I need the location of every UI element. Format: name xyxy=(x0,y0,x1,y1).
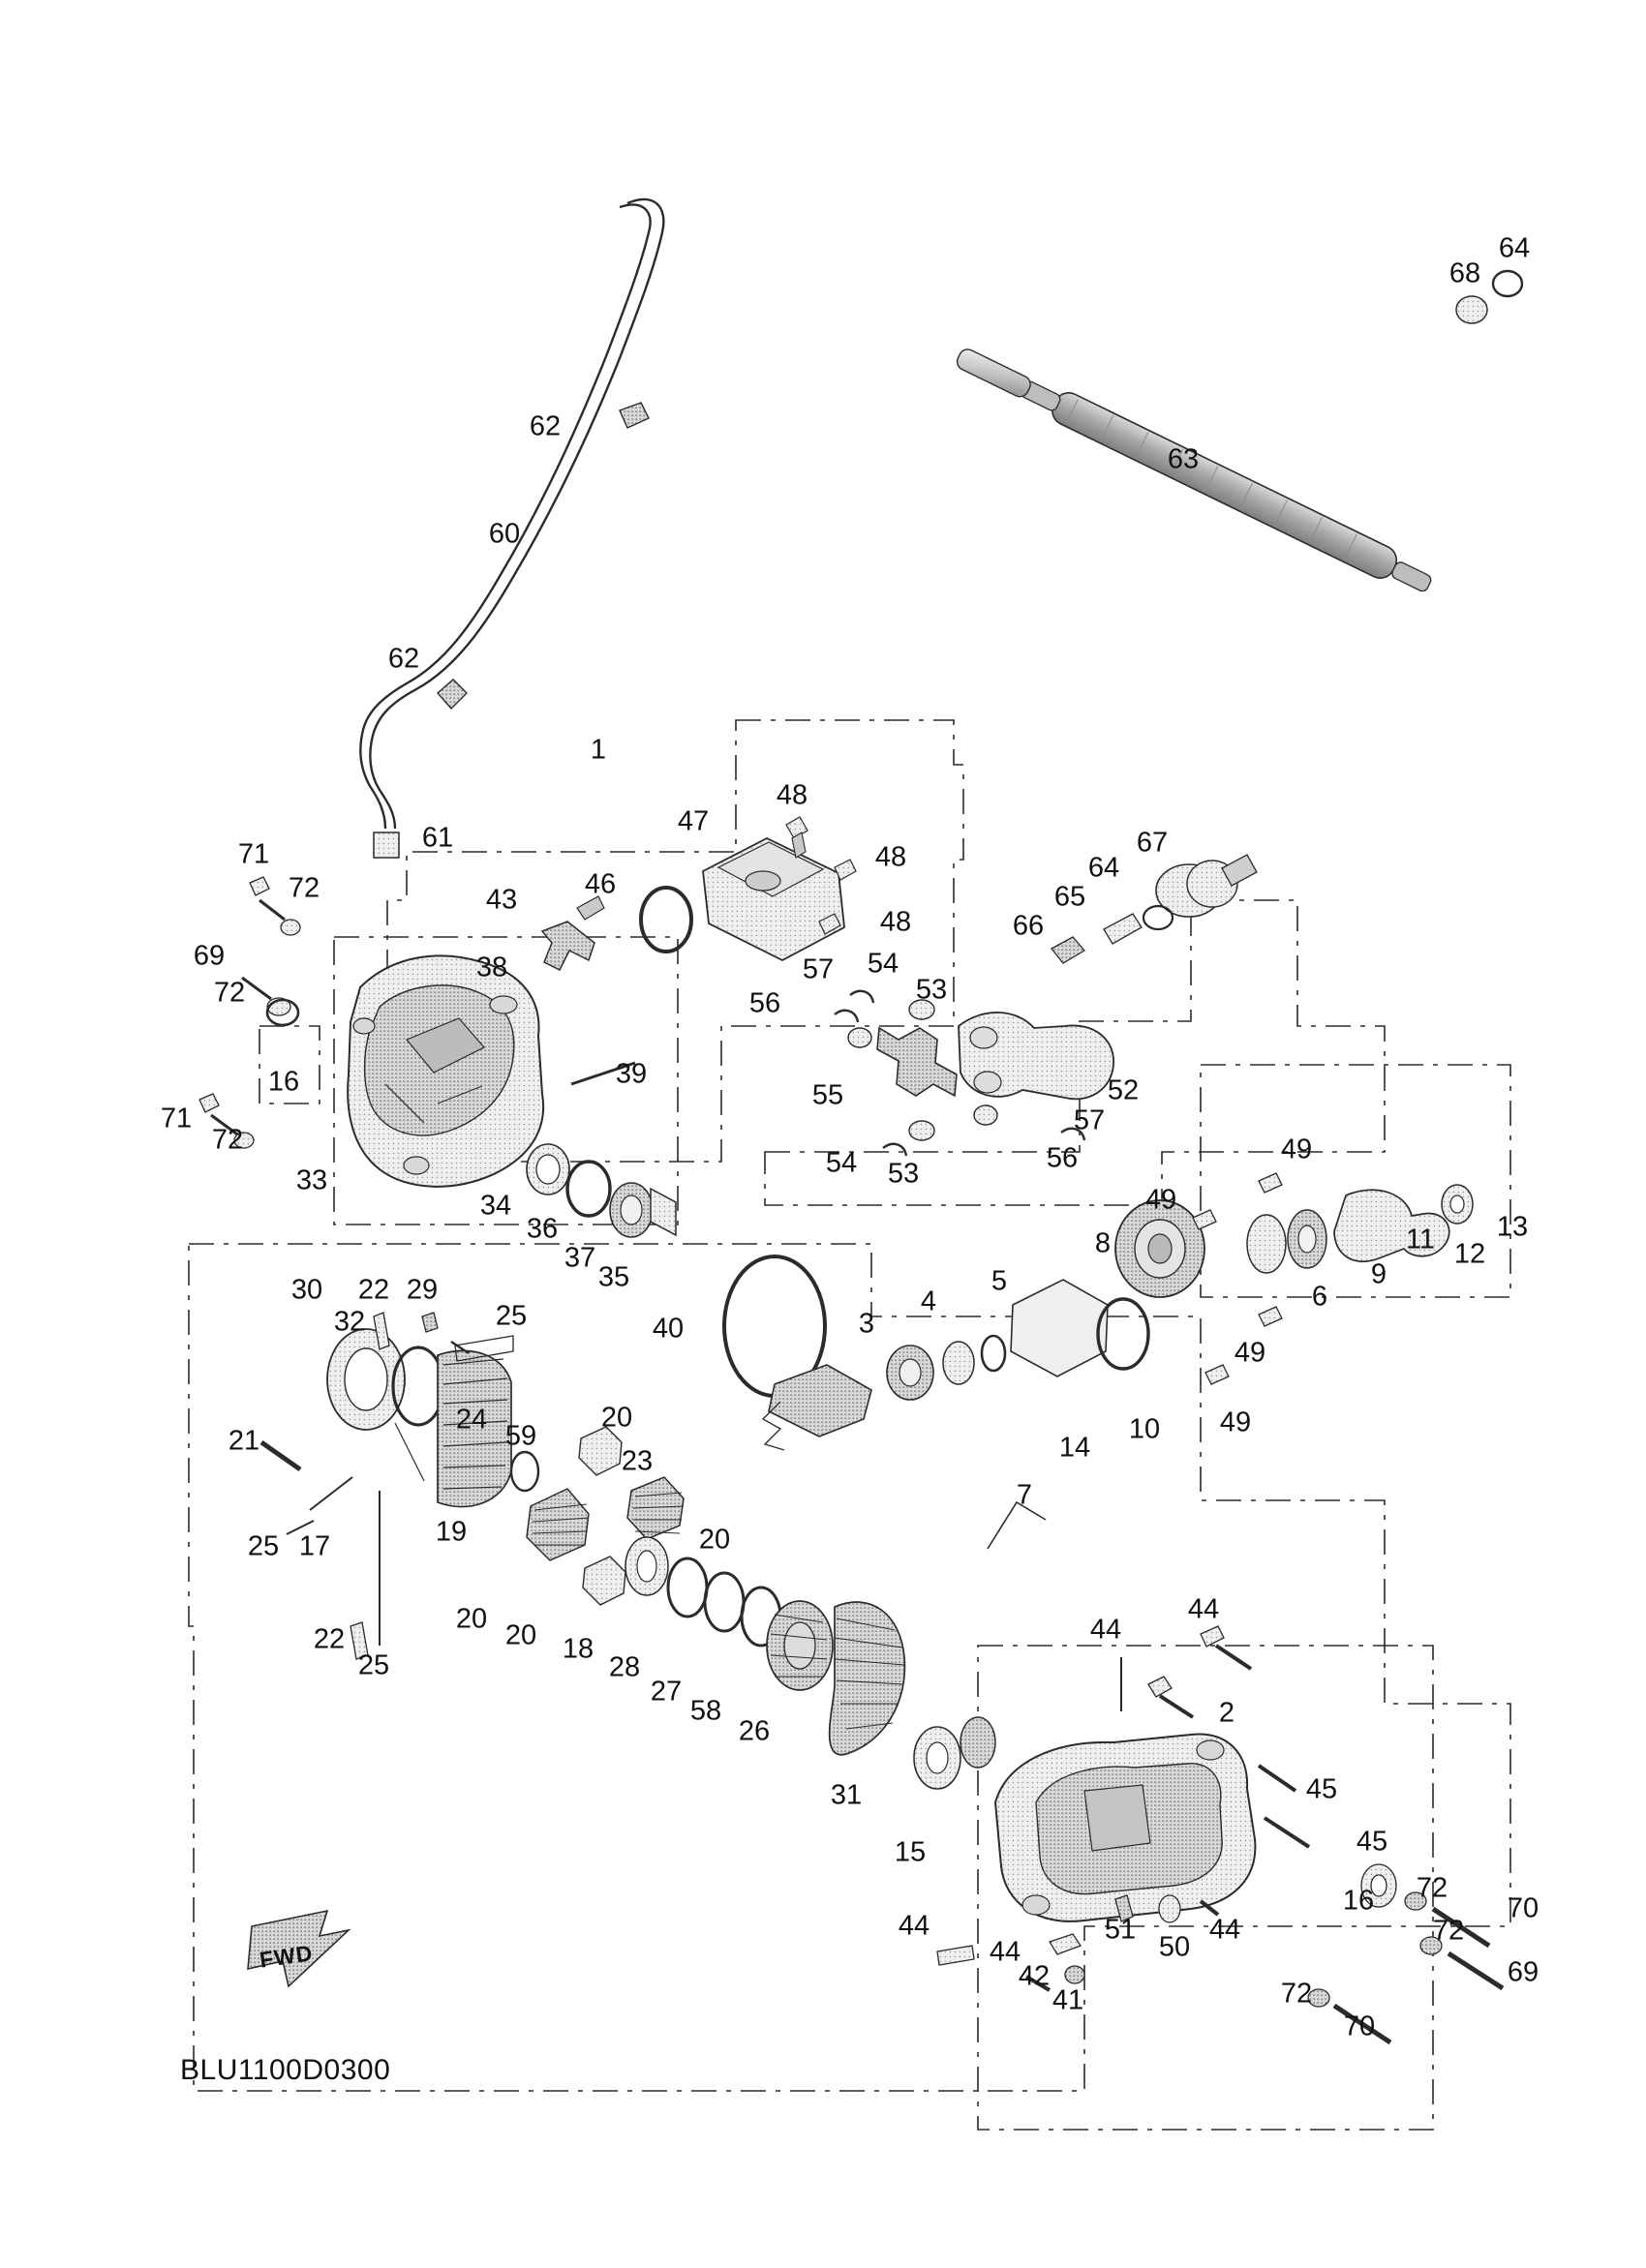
callout-number-28: 28 xyxy=(608,1651,641,1683)
callout-number-4: 4 xyxy=(920,1285,937,1317)
parts-6-9-11-12-13 xyxy=(1247,1185,1473,1273)
callout-number-72: 72 xyxy=(1432,1915,1465,1947)
callout-number-44: 44 xyxy=(1208,1914,1241,1946)
callout-number-55: 55 xyxy=(811,1079,844,1111)
drive-shaft-63 xyxy=(955,271,1522,963)
diagram-code: BLU1100D0300 xyxy=(180,2054,391,2086)
bolts-left-71-72-69 xyxy=(199,877,300,1148)
callout-number-45: 45 xyxy=(1305,1773,1338,1805)
callout-number-34: 34 xyxy=(479,1190,512,1222)
housing-2 xyxy=(995,1735,1255,1921)
callout-number-23: 23 xyxy=(621,1445,654,1477)
callout-number-8: 8 xyxy=(1094,1227,1112,1259)
callout-number-44: 44 xyxy=(1089,1614,1122,1646)
callout-number-64: 64 xyxy=(1087,852,1120,884)
callout-number-72: 72 xyxy=(288,872,320,904)
callout-number-57: 57 xyxy=(802,953,835,985)
callout-number-19: 19 xyxy=(435,1516,468,1548)
callout-number-48: 48 xyxy=(879,906,912,938)
callout-number-47: 47 xyxy=(677,805,710,837)
side-gear-23 xyxy=(627,1477,684,1539)
fwd-label: FWD xyxy=(258,1940,315,1973)
callout-number-24: 24 xyxy=(455,1404,488,1436)
callout-number-71: 71 xyxy=(160,1103,193,1134)
callout-number-70: 70 xyxy=(1343,2011,1376,2042)
hose-clamp-62-upper xyxy=(620,403,649,428)
callout-number-33: 33 xyxy=(295,1164,328,1196)
callout-number-20: 20 xyxy=(698,1524,731,1556)
callout-number-44: 44 xyxy=(1187,1593,1220,1625)
callout-number-35: 35 xyxy=(597,1261,630,1293)
callout-number-21: 21 xyxy=(228,1425,260,1457)
callout-number-69: 69 xyxy=(1507,1956,1539,1988)
callout-number-72: 72 xyxy=(1280,1978,1313,2010)
side-gear-19 xyxy=(527,1489,589,1560)
callout-number-49: 49 xyxy=(1144,1184,1177,1216)
callout-number-20: 20 xyxy=(600,1402,633,1434)
callout-number-41: 41 xyxy=(1052,1984,1084,2016)
bearing-15 xyxy=(914,1717,995,1789)
callout-number-25: 25 xyxy=(495,1300,528,1332)
callout-number-30: 30 xyxy=(290,1274,323,1306)
breather-hose-60 xyxy=(360,199,663,829)
clutch-hub-26 xyxy=(767,1601,833,1690)
pinion-gear-20-a xyxy=(579,1427,622,1475)
callout-number-29: 29 xyxy=(406,1274,439,1306)
gasket-14-oring-10 xyxy=(1011,1280,1148,1376)
callout-number-3: 3 xyxy=(858,1308,875,1340)
callout-number-38: 38 xyxy=(475,952,508,983)
callout-number-48: 48 xyxy=(776,779,808,811)
callout-number-22: 22 xyxy=(313,1623,346,1655)
callout-number-44: 44 xyxy=(989,1936,1021,1968)
callout-number-16: 16 xyxy=(1342,1885,1375,1917)
callout-number-17: 17 xyxy=(298,1530,331,1562)
callout-number-20: 20 xyxy=(504,1619,537,1651)
callout-number-72: 72 xyxy=(213,977,246,1009)
callout-number-44: 44 xyxy=(898,1910,930,1942)
callout-number-20: 20 xyxy=(455,1603,488,1635)
callout-number-25: 25 xyxy=(247,1530,280,1562)
hose-clamp-62-lower xyxy=(438,680,467,709)
callout-number-27: 27 xyxy=(650,1676,683,1708)
callout-number-13: 13 xyxy=(1496,1211,1529,1243)
callout-number-46: 46 xyxy=(584,868,617,900)
callout-number-61: 61 xyxy=(421,822,454,854)
callout-number-65: 65 xyxy=(1053,881,1086,913)
bearing-3-4-5 xyxy=(887,1336,1005,1400)
callout-number-10: 10 xyxy=(1128,1413,1161,1445)
callout-number-54: 54 xyxy=(867,948,899,980)
clip-64-right xyxy=(1143,906,1173,929)
callout-number-43: 43 xyxy=(485,884,518,916)
callout-number-12: 12 xyxy=(1453,1238,1486,1270)
callout-number-48: 48 xyxy=(874,841,907,873)
callout-number-15: 15 xyxy=(894,1836,927,1868)
callout-number-5: 5 xyxy=(991,1265,1008,1297)
callout-number-64: 64 xyxy=(1498,232,1531,264)
callout-number-56: 56 xyxy=(1046,1142,1079,1174)
fork-38 xyxy=(542,896,604,970)
callout-number-50: 50 xyxy=(1158,1931,1191,1963)
callout-number-6: 6 xyxy=(1311,1281,1328,1313)
nut-66 xyxy=(1052,937,1084,963)
callout-number-63: 63 xyxy=(1167,443,1200,475)
o-ring-46 xyxy=(641,888,691,952)
callout-number-11: 11 xyxy=(1405,1224,1436,1255)
callout-number-60: 60 xyxy=(488,518,521,550)
callout-number-18: 18 xyxy=(562,1633,594,1665)
callout-number-68: 68 xyxy=(1448,257,1481,289)
callout-number-40: 40 xyxy=(652,1313,685,1345)
cover-47 xyxy=(703,838,844,960)
universal-joint-52 xyxy=(959,1013,1113,1099)
callout-number-69: 69 xyxy=(193,940,226,972)
callout-number-59: 59 xyxy=(504,1420,537,1452)
callout-number-37: 37 xyxy=(564,1242,596,1274)
callout-number-72: 72 xyxy=(211,1124,244,1156)
parts-34-35-36-37-39 xyxy=(527,1058,676,1237)
callout-number-56: 56 xyxy=(748,987,781,1019)
callout-number-53: 53 xyxy=(887,1158,920,1190)
callout-number-42: 42 xyxy=(1018,1960,1051,1992)
callout-number-9: 9 xyxy=(1370,1258,1387,1290)
callout-number-57: 57 xyxy=(1073,1104,1106,1136)
cross-joint-55 xyxy=(877,1028,957,1096)
callout-number-39: 39 xyxy=(615,1058,648,1090)
ring-gear-31 xyxy=(830,1602,905,1755)
callout-number-71: 71 xyxy=(237,838,270,870)
callout-number-32: 32 xyxy=(333,1306,366,1338)
housing-33 xyxy=(348,952,543,1186)
callout-number-70: 70 xyxy=(1507,1892,1539,1924)
callout-number-14: 14 xyxy=(1058,1432,1091,1464)
callout-number-62: 62 xyxy=(529,410,562,442)
joint-boot-67 xyxy=(1156,855,1257,917)
callout-number-49: 49 xyxy=(1219,1406,1252,1438)
pinion-gear-20-b xyxy=(583,1557,625,1605)
callout-number-16: 16 xyxy=(267,1066,300,1098)
callout-number-36: 36 xyxy=(526,1213,559,1245)
callout-number-67: 67 xyxy=(1136,827,1169,859)
callout-number-49: 49 xyxy=(1280,1134,1313,1165)
callout-number-58: 58 xyxy=(689,1695,722,1727)
bolts-69-70-72-right xyxy=(1308,1864,1503,2042)
callout-number-22: 22 xyxy=(357,1274,390,1306)
callout-number-62: 62 xyxy=(387,643,420,675)
bolt-65 xyxy=(1104,914,1142,944)
callout-number-72: 72 xyxy=(1416,1872,1448,1904)
callout-number-7: 7 xyxy=(1016,1479,1033,1511)
shaft-lower-end xyxy=(955,347,1034,400)
circlip-64-top xyxy=(1493,271,1522,296)
callout-number-25: 25 xyxy=(357,1649,390,1681)
callout-number-1: 1 xyxy=(590,734,607,766)
callout-number-45: 45 xyxy=(1356,1826,1388,1858)
callout-number-26: 26 xyxy=(738,1715,771,1747)
callout-number-52: 52 xyxy=(1107,1074,1140,1106)
hose-end-61 xyxy=(374,832,399,858)
callout-number-49: 49 xyxy=(1234,1337,1266,1369)
callout-number-2: 2 xyxy=(1218,1697,1235,1729)
callout-number-54: 54 xyxy=(825,1147,858,1179)
boot-68 xyxy=(1456,296,1487,323)
callout-number-53: 53 xyxy=(915,974,948,1006)
callout-number-66: 66 xyxy=(1012,910,1045,942)
callout-number-51: 51 xyxy=(1104,1914,1137,1946)
callout-number-31: 31 xyxy=(830,1779,863,1811)
